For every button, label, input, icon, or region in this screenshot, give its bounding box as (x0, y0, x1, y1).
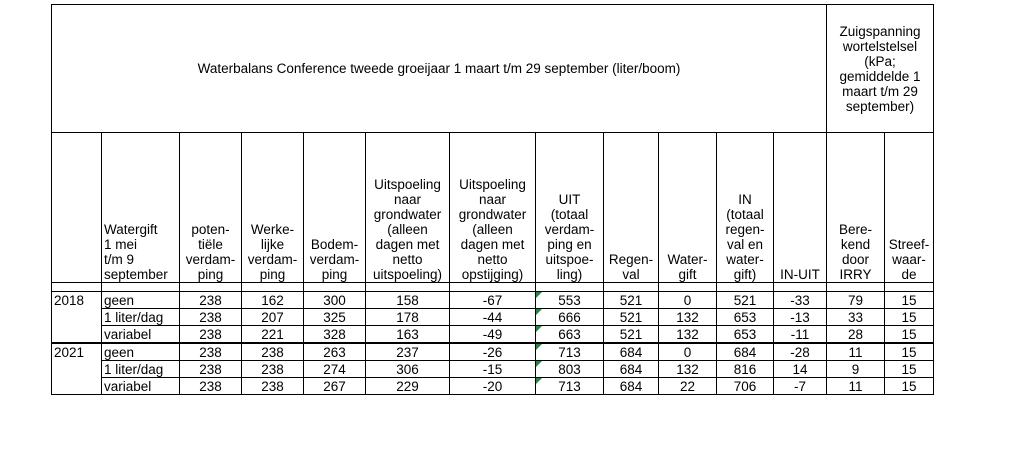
value-cell: 803 (536, 361, 604, 378)
value-cell: 15 (885, 326, 934, 344)
value-cell: 14 (774, 361, 827, 378)
col-header-in-uit: IN-UIT (774, 133, 827, 283)
table-row (52, 292, 934, 309)
value-cell: 132 (659, 326, 717, 344)
value-cell: -28 (774, 343, 827, 361)
value-cell: 22 (659, 378, 717, 395)
value-cell: 163 (366, 326, 450, 344)
value-cell: 238 (180, 292, 242, 309)
value-cell: 306 (366, 361, 450, 378)
value-cell: 238 (180, 309, 242, 326)
kpa-header: Zuigspanning wortelstelsel (kPa; gemiddelde 1 maart t/m 29 september) (827, 5, 934, 133)
col-header-uitspoeling: Uitspoeling naar grondwater (alleen dagen met netto uitspoeling) (366, 133, 450, 283)
value-cell: 663 (536, 326, 604, 344)
value-cell: 521 (717, 292, 774, 309)
value-cell: -20 (450, 378, 536, 395)
value-cell: -7 (774, 378, 827, 395)
value-cell: 666 (536, 309, 604, 326)
value-cell: 300 (304, 292, 366, 309)
treatment-cell: variabel (102, 378, 180, 395)
value-cell: 9 (827, 361, 885, 378)
value-cell: 15 (885, 292, 934, 309)
value-cell: 15 (885, 343, 934, 361)
value-cell: -44 (450, 309, 536, 326)
value-cell: 11 (827, 378, 885, 395)
value-cell: -33 (774, 292, 827, 309)
col-header-uit: UIT (totaal verdam- ping en uitspoe- ling) (536, 133, 604, 283)
value-cell: 132 (659, 309, 717, 326)
value-cell: 521 (604, 292, 659, 309)
title-row (52, 5, 934, 133)
year-label: 2021 (52, 343, 102, 361)
value-cell: 15 (885, 361, 934, 378)
col-header-potentiele-verdamping: poten- tiële verdam- ping (180, 133, 242, 283)
table-title: Waterbalans Conference tweede groeijaar 1 maart t/m 29 september (liter/boom) (52, 5, 827, 133)
value-cell: 328 (304, 326, 366, 344)
value-cell: 162 (242, 292, 304, 309)
table-row (52, 361, 934, 378)
value-cell: 816 (717, 361, 774, 378)
value-cell: 238 (180, 361, 242, 378)
value-cell: -26 (450, 343, 536, 361)
treatment-cell: geen (102, 343, 180, 361)
value-cell: 158 (366, 292, 450, 309)
col-header-watergift: Water- gift (659, 133, 717, 283)
value-cell: 28 (827, 326, 885, 344)
value-cell: -15 (450, 361, 536, 378)
value-cell: 178 (366, 309, 450, 326)
table-row (52, 326, 934, 344)
value-cell: 684 (604, 361, 659, 378)
value-cell: 79 (827, 292, 885, 309)
value-cell: 132 (659, 361, 717, 378)
value-cell: 229 (366, 378, 450, 395)
value-cell: 521 (604, 309, 659, 326)
value-cell: 207 (242, 309, 304, 326)
col-header-werkelijke-verdamping: Werke- lijke verdam- ping (242, 133, 304, 283)
value-cell: -67 (450, 292, 536, 309)
col-header-in: IN (totaal regen- val en water- gift) (717, 133, 774, 283)
col-header-irry: Bere- kend door IRRY (827, 133, 885, 283)
spacer-row (52, 283, 934, 292)
value-cell: 0 (659, 292, 717, 309)
value-cell: 238 (180, 343, 242, 361)
value-cell: 15 (885, 309, 934, 326)
col-header-streefwaarde: Streef- waar- de (885, 133, 934, 283)
value-cell: 237 (366, 343, 450, 361)
value-cell: 684 (717, 343, 774, 361)
value-cell: 238 (180, 378, 242, 395)
value-cell: 653 (717, 326, 774, 344)
value-cell: 238 (242, 343, 304, 361)
col-header-regenval: Regen- val (604, 133, 659, 283)
value-cell: 706 (717, 378, 774, 395)
value-cell: 713 (536, 343, 604, 361)
value-cell: 713 (536, 378, 604, 395)
treatment-cell: geen (102, 292, 180, 309)
year-label: 2018 (52, 292, 102, 309)
treatment-cell: 1 liter/dag (102, 361, 180, 378)
table-row (52, 378, 934, 395)
value-cell: 553 (536, 292, 604, 309)
value-cell: 267 (304, 378, 366, 395)
value-cell: 221 (242, 326, 304, 344)
value-cell: 11 (827, 343, 885, 361)
value-cell: -11 (774, 326, 827, 344)
waterbalans-table (51, 4, 934, 395)
value-cell: 33 (827, 309, 885, 326)
treatment-cell: 1 liter/dag (102, 309, 180, 326)
value-cell: 0 (659, 343, 717, 361)
value-cell: 325 (304, 309, 366, 326)
value-cell: -49 (450, 326, 536, 344)
value-cell: 15 (885, 378, 934, 395)
value-cell: 684 (604, 378, 659, 395)
treatment-cell: variabel (102, 326, 180, 344)
value-cell: 238 (242, 378, 304, 395)
value-cell: -13 (774, 309, 827, 326)
column-header-row (52, 133, 934, 283)
value-cell: 274 (304, 361, 366, 378)
value-cell: 263 (304, 343, 366, 361)
col-header-watergift-periode: Watergift 1 mei t/m 9 september (102, 133, 180, 283)
value-cell: 238 (180, 326, 242, 344)
value-cell: 684 (604, 343, 659, 361)
col-header-opstijging: Uitspoeling naar grondwater (alleen dagen met netto opstijging) (450, 133, 536, 283)
col-header-year (52, 133, 102, 283)
value-cell: 521 (604, 326, 659, 344)
col-header-bodemverdamping: Bodem- verdam- ping (304, 133, 366, 283)
value-cell: 238 (242, 361, 304, 378)
table-row (52, 343, 934, 361)
value-cell: 653 (717, 309, 774, 326)
table-row (52, 309, 934, 326)
